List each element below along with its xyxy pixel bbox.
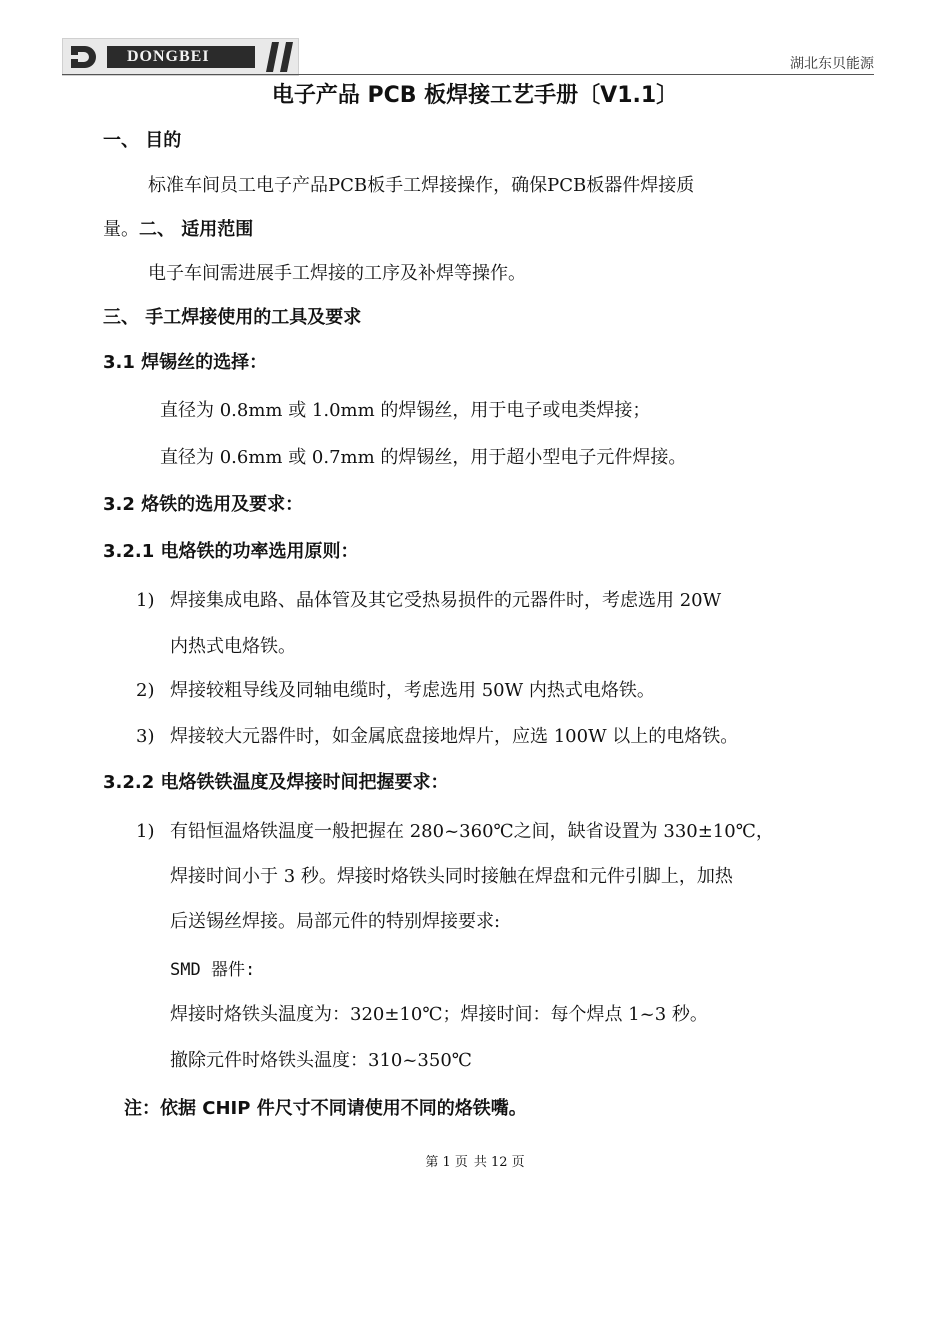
list-item-number: 3)	[136, 726, 155, 747]
logo-slash-bars-icon	[266, 42, 296, 72]
smd-removal-temp-line: 撤除元件时烙铁头温度：310~350℃	[170, 1050, 472, 1071]
list-item-number: 1)	[136, 590, 155, 611]
logo-d-mark-icon	[69, 44, 105, 70]
list-item-text: 有铅恒温烙铁温度一般把握在 280~360℃之间，缺省设置为 330±10℃，	[170, 821, 774, 842]
section-3-1-line-2: 直径为 0.6mm 或 0.7mm 的焊锡丝，用于超小型电子元件焊接。	[160, 447, 687, 468]
list-item-continuation: 焊接时间小于 3 秒。焊接时烙铁头同时接触在焊盘和元件引脚上，加热	[170, 866, 733, 887]
section-3-1-line-1: 直径为 0.8mm 或 1.0mm 的焊锡丝，用于电子或电类焊接；	[160, 400, 651, 421]
section-1-paragraph-end	[103, 217, 253, 243]
document-title: 电子产品 PCB 板焊接工艺手册〔V1.1〕	[271, 83, 679, 108]
page-footer	[0, 1154, 950, 1172]
list-item-continuation: 后送锡丝焊接。局部元件的特别焊接要求:	[170, 911, 501, 932]
list-item-text: 焊接较粗导线及同轴电缆时，考虑选用 50W 内热式电烙铁。	[170, 680, 655, 701]
list-item-number: 2)	[136, 680, 155, 701]
header-rule	[62, 74, 874, 75]
section-3-2-heading: 3.2 烙铁的选用及要求：	[103, 494, 304, 515]
section-3-heading: 三、 手工焊接使用的工具及要求	[103, 307, 362, 328]
logo-brand-text: DONGBEI	[107, 46, 255, 68]
note-line: 注：依据 CHIP 件尺寸不同请使用不同的烙铁嘴。	[124, 1098, 527, 1119]
list-item-continuation: 内热式电烙铁。	[170, 636, 296, 657]
section-1-heading: 一、 目的	[103, 130, 182, 151]
section-2-paragraph: 电子车间需进展手工焊接的工序及补焊等操作。	[148, 263, 526, 284]
list-item-text: 焊接集成电路、晶体管及其它受热易损件的元器件时，考虑选用 20W	[170, 590, 722, 611]
page-total: 共 12 页	[473, 1155, 525, 1170]
smd-label: SMD 器件:	[170, 960, 256, 980]
list-item-text: 焊接较大元器件时，如金属底盘接地焊片，应选 100W 以上的电烙铁。	[170, 726, 739, 747]
section-1-paragraph-tail: 量。	[103, 219, 139, 240]
section-2-heading: 二、 适用范围	[139, 219, 254, 240]
page-header	[62, 38, 874, 76]
section-3-1-heading: 3.1 焊锡丝的选择：	[103, 352, 268, 373]
section-3-2-1-heading: 3.2.1 电烙铁的功率选用原则：	[103, 541, 359, 562]
list-item-number: 1)	[136, 821, 155, 842]
smd-solder-temp-line: 焊接时烙铁头温度为：320±10℃；焊接时间：每个焊点 1~3 秒。	[170, 1004, 708, 1025]
section-3-2-2-heading: 3.2.2 电烙铁铁温度及焊接时间把握要求：	[103, 772, 449, 793]
page-number: 第 1 页	[425, 1155, 468, 1170]
company-name: 湖北东贝能源	[790, 56, 874, 72]
section-1-paragraph: 标准车间员工电子产品PCB板手工焊接操作，确保PCB板器件焊接质	[148, 175, 695, 196]
company-logo	[62, 38, 299, 76]
